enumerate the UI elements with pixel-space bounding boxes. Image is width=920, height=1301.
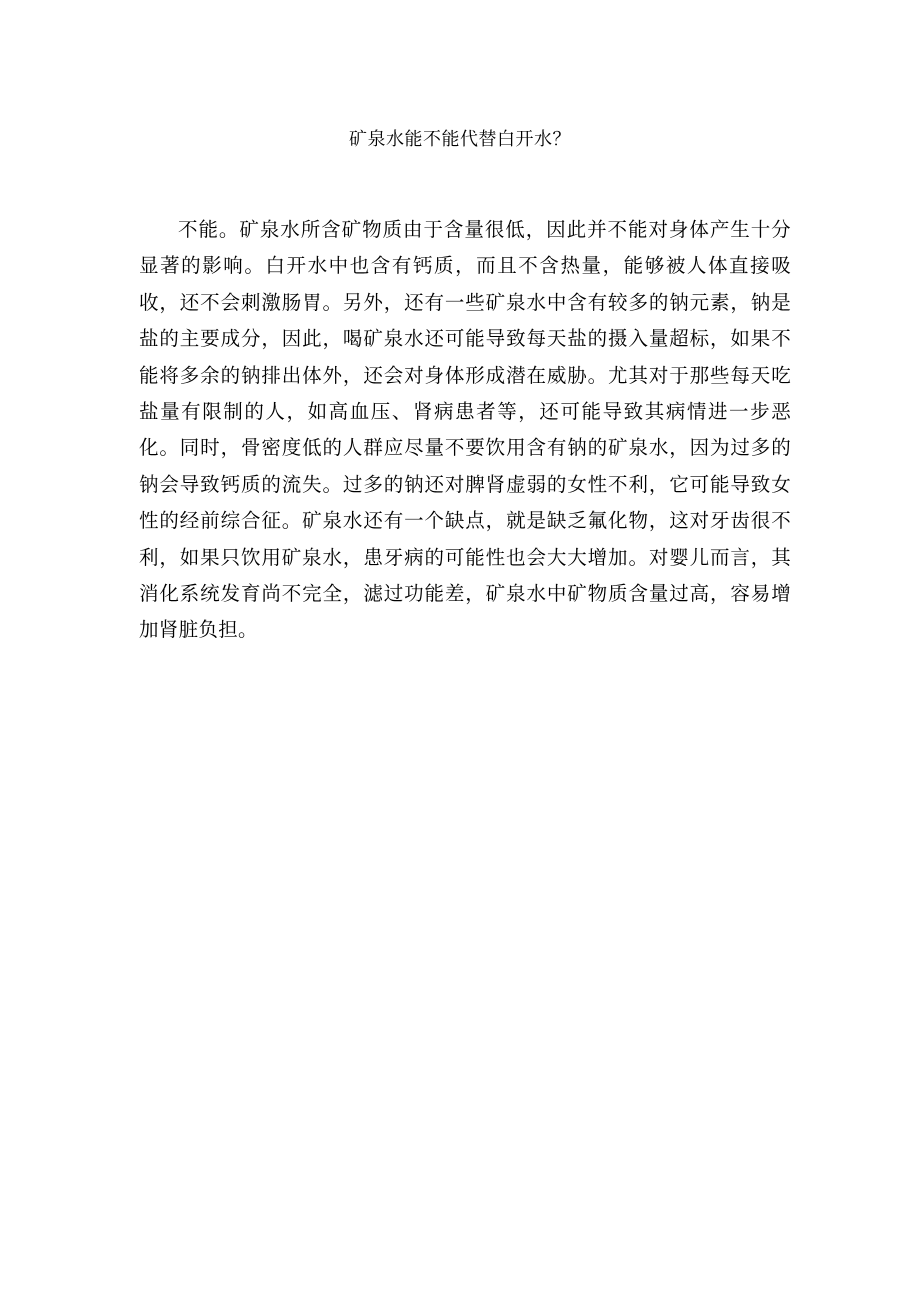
body-paragraph: 不能。矿泉水所含矿物质由于含量很低，因此并不能对身体产生十分显著的影响。白开水中也含有钙质，而且不含热量，能够被人体直接吸收，还不会刺激肠胃。另外，还有一些矿泉水中含有较多的钠元素，钠是盐的主要成分，因此，喝矿泉水还可能导致每天盐的摄入量超标，如果不能将多余的钠排出体外，还会对身体形成潜在威胁。尤其对于那些每天吃盐量有限制的人，如高血压、肾病患者等，还可能导致其病情进一步恶化。同时，骨密度低的人群应尽量不要饮用含有钠的矿泉水，因为过多的钠会导致钙质的流失。过多的钠还对脾肾虚弱的女性不利，它可能导致女性的经前综合征。矿泉水还有一个缺点，就是缺乏氟化物，这对牙齿很不利，如果只饮用矿泉水，患牙病的可能性也会大大增加。对婴儿而言，其消化系统发育尚不完全，滤过功能差，矿泉水中矿物质含量过高，容易增加肾脏负担。: [139, 218, 791, 642]
document-title: 矿泉水能不能代替白开水？: [349, 129, 571, 150]
